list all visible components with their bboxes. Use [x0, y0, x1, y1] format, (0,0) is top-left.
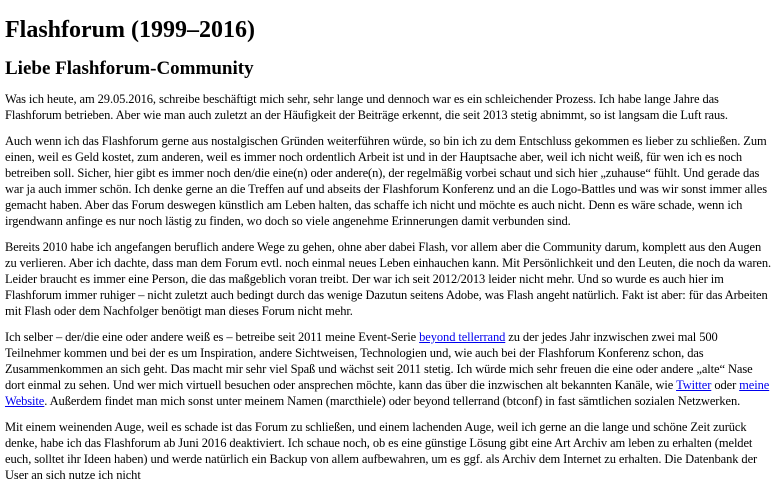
- page-title: Flashforum (1999–2016): [5, 17, 255, 43]
- paragraph-closing-decision: Auch wenn ich das Flashforum gerne aus nostalgischen Gründen weiterführen würde, so bin ich zu dem Entschluss gekommen es lieber zu schließen. Zum einen, weil es Geld kostet, zum anderen, weil es immer noch ordentlich Arbeit ist und in der Hauptsache aber, weil ich nicht weiß, für wen ich es noch betreiben soll. Sicher, hier gibt es immer noch den/die eine(n) oder andere(n), der regelmäßig vorbei schaut und sich hier „zuhause“ fühlt. Und gerade das war ja auch immer schön. Ich denke gerne an die Treffen auf und abseits der Flashforum Konferenz und an die Logo-Battles und was wir sonst immer alles gemacht haben. Aber das Forum deswegen künstlich am Leben halten, das schaffe ich nicht und möchte es auch nicht. Denn es wäre schade, wenn ich irgendwann anfinge es nur noch lästig zu finden, wo doch so viele angenehme Erinnerungen damit verbunden sind.: [5, 134, 767, 228]
- paragraph-date-intro: Was ich heute, am 29.05.2016, schreibe beschäftigt mich sehr, sehr lange und dennoch war es ein schleichender Prozess. Ich habe lange Jahre das Flashforum betrieben. Aber wie man auch zuletzt an der Häufigkeit der Beiträge erkennt, die seit 2013 stetig abnimmt, so ist langsam die Luft raus.: [5, 92, 728, 122]
- event-series-text-3: oder: [711, 378, 740, 392]
- beyond-tellerrand-link[interactable]: beyond tellerrand: [419, 330, 506, 344]
- paragraph-career-history: Bereits 2010 habe ich angefangen beruflich andere Wege zu gehen, ohne aber dabei Flash, vor allem aber die Community darum, komplett aus den Augen zu verlieren. Aber ich dachte, dass man dem Forum evtl. noch einmal neues Leben einhauchen kann. Mit Persönlichkeit und den Leuten, die noch da waren. Leider braucht es immer eine Person, die das maßgeblich voran treibt. Der war ich seit 2012/2013 leider nicht mehr. Und so wurde es auch hier im Flashforum immer ruhiger – nicht zuletzt auch bedingt durch das wenige Dazutun seitens Adobe, was Flash angeht natürlich. Fakt ist aber: für das Arbeiten mit Flash oder dem Nachfolger benötigt man dieses Forum nicht mehr.: [5, 240, 772, 318]
- page-subtitle: Liebe Flashforum-Community: [5, 58, 254, 79]
- event-series-text-2: zu der jedes Jahr inzwischen zwei mal 500 Teilnehmer kommen und bei der es um Inspiration, andere Sichtweisen, Technologien und, wie auch bei der Flashforum Konferenz schon, das Zusammenkommen an sich geht. Das macht mir sehr viel Spaß und wächst seit 2011 stetig. Ich würde mich sehr freuen die eine oder andere „alte“ Nase dort einmal zu sehen. Und wer mich virtuell besuchen oder ansprechen möchte, kann das über die inzwischen alt bekannten Kanäle, wie: [5, 330, 753, 392]
- paragraph-event-series: [5, 329, 771, 409]
- paragraph-farewell: Mit einem weinenden Auge, weil es schade ist das Forum zu schließen, und einem lachenden Auge, weil ich gerne an die lange und schöne Zeit zurück denke, habe ich das Flashforum ab Juni 2016 deaktiviert. Ich schaue noch, ob es eine günstige Lösung gibt eine Art Archiv am leben zu erhalten (meldet euch, solltet ihr Ideen haben) und werde natürlich ein Backup von allem aufbewahren, um es ggf. als Archiv dem Internet zu erhalten. Die Datenbank der User an sich nutze ich nicht: [5, 420, 758, 482]
- twitter-link[interactable]: Twitter: [676, 378, 712, 392]
- event-series-text-4: . Außerdem findet man mich sonst unter meinem Namen (marcthiele) oder beyond tellerrand (btconf) in fast sämtlichen sozialen Netzwerken.: [44, 394, 741, 408]
- article-body: [5, 91, 771, 493]
- event-series-text-1: Ich selber – der/die eine oder andere weiß es – betreibe seit 2011 meine Event-Serie: [5, 330, 420, 344]
- website-link[interactable]: meine Website: [5, 378, 770, 408]
